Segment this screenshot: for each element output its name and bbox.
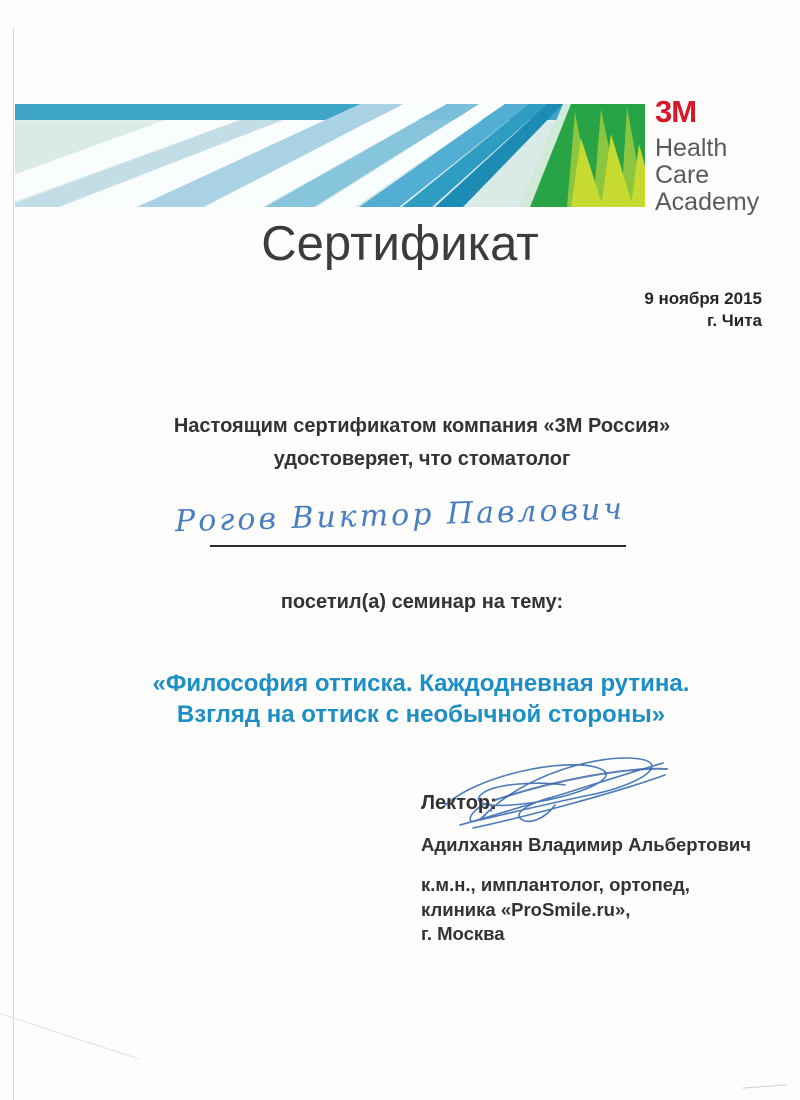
scan-corner-mark bbox=[742, 1084, 787, 1088]
3m-logo: 3M bbox=[655, 94, 697, 129]
lecturer-name: Адилханян Владимир Альбертович bbox=[421, 834, 751, 855]
seminar-title-line1: «Философия оттиска. Каждодневная рутина. bbox=[152, 670, 690, 697]
scan-crease-mark bbox=[0, 1012, 138, 1059]
recipient-name-underline bbox=[210, 545, 626, 547]
lecturer-credentials-line1: к.м.н., имплантолог, ортопед, bbox=[421, 874, 690, 895]
lecturer-credentials-line2: клиника «ProSmile.ru», bbox=[421, 898, 631, 920]
brand-name-line2: Care bbox=[655, 161, 710, 189]
brand-name bbox=[655, 135, 785, 216]
statement-line1: Настоящим сертификатом компания «3М Россия» bbox=[173, 415, 671, 437]
recipient-signature-text: Рогов Виктор Павлович bbox=[174, 491, 626, 540]
lecturer-signature-icon bbox=[425, 745, 675, 830]
statement-line2: удостоверяет, что стоматолог bbox=[273, 448, 571, 470]
brand-name-line1: Health bbox=[655, 134, 728, 162]
seminar-title bbox=[0, 668, 800, 730]
brand-block bbox=[655, 96, 785, 216]
scan-edge-line bbox=[13, 28, 14, 1100]
seminar-title-line2: Взгляд на оттиск с необычной стороны» bbox=[176, 701, 666, 728]
attended-text: посетил(а) семинар на тему: bbox=[280, 591, 564, 613]
banner-graphic bbox=[15, 104, 645, 207]
certificate-date: 9 ноября 2015 bbox=[644, 289, 762, 308]
date-block bbox=[460, 288, 762, 332]
certificate-city: г. Чита bbox=[706, 311, 762, 330]
statement bbox=[22, 410, 800, 476]
brand-name-line3: Academy bbox=[655, 188, 760, 216]
lecturer-label: Лектор: bbox=[421, 792, 497, 814]
certificate-title: Сертификат bbox=[261, 217, 539, 271]
lecturer-credentials-line3: г. Москва bbox=[421, 923, 505, 944]
lecturer-credentials bbox=[421, 873, 690, 947]
